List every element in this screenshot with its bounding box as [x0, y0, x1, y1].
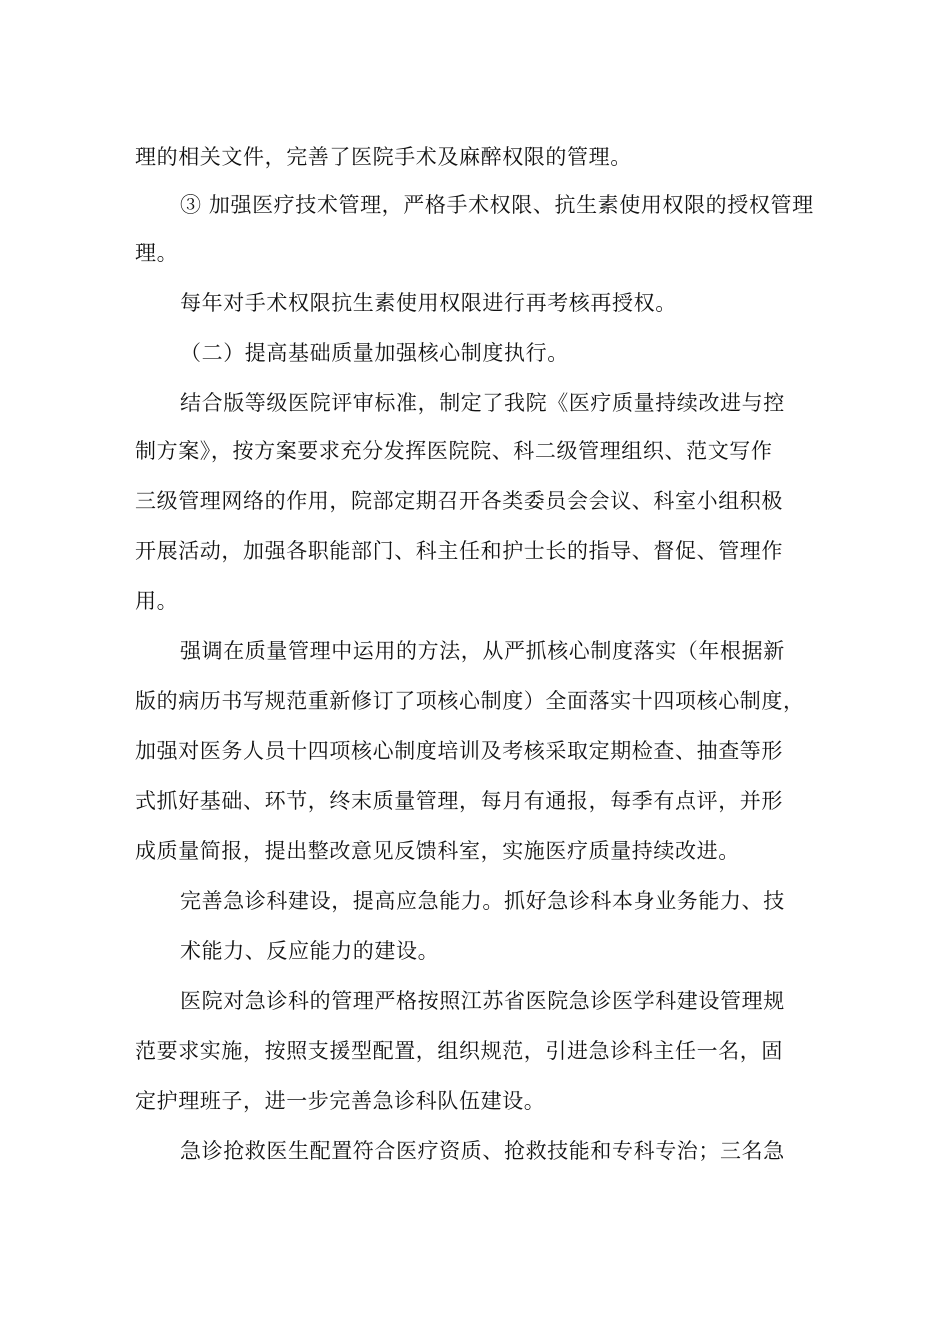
text-line: 理。 — [135, 241, 179, 265]
text-line: 成质量简报，提出整改意见反馈科室，实施医疗质量持续改进。 — [135, 839, 740, 863]
text-line: ③ 加强医疗技术管理，严格手术权限、抗生素使用权限的授权管理 — [180, 193, 814, 217]
text-line: 制方案》，按方案要求充分发挥医院院、科二级管理组织、范文写作 — [135, 439, 773, 463]
section-heading: （二）提高基础质量加强核心制度执行。 — [180, 341, 569, 365]
text-line: 范要求实施，按照支援型配置，组织规范，引进急诊科主任一名，固 — [135, 1039, 783, 1063]
text-line: 术能力、反应能力的建设。 — [180, 939, 440, 963]
text-line: 加强对医务人员十四项核心制度培训及考核采取定期检查、抽查等形 — [135, 739, 783, 763]
text-line: 医院对急诊科的管理严格按照江苏省医院急诊医学科建设管理规 — [180, 989, 785, 1013]
text-line: 三级管理网络的作用，院部定期召开各类委员会会议、科室小组积极 — [135, 489, 783, 513]
text-line: 版的病历书写规范重新修订了项核心制度）全面落实十四项核心制度， — [135, 689, 805, 713]
text-line: 每年对手术权限抗生素使用权限进行再考核再授权。 — [180, 291, 677, 315]
text-line: 理的相关文件，完善了医院手术及麻醉权限的管理。 — [135, 145, 632, 169]
text-line: 结合版等级医院评审标准，制定了我院《医疗质量持续改进与控 — [180, 391, 785, 415]
text-line: 定护理班子，进一步完善急诊科队伍建设。 — [135, 1089, 546, 1113]
text-line: 强调在质量管理中运用的方法，从严抓核心制度落实（年根据新 — [180, 639, 785, 663]
text-line: 式抓好基础、环节，终末质量管理，每月有通报，每季有点评，并形 — [135, 789, 783, 813]
text-line: 用。 — [135, 589, 179, 613]
text-line: 急诊抢救医生配置符合医疗资质、抢救技能和专科专治；三名急 — [180, 1139, 785, 1163]
text-line: 开展活动，加强各职能部门、科主任和护士长的指导、督促、管理作 — [135, 539, 783, 563]
text-line: 完善急诊科建设，提高应急能力。抓好急诊科本身业务能力、技 — [180, 889, 785, 913]
